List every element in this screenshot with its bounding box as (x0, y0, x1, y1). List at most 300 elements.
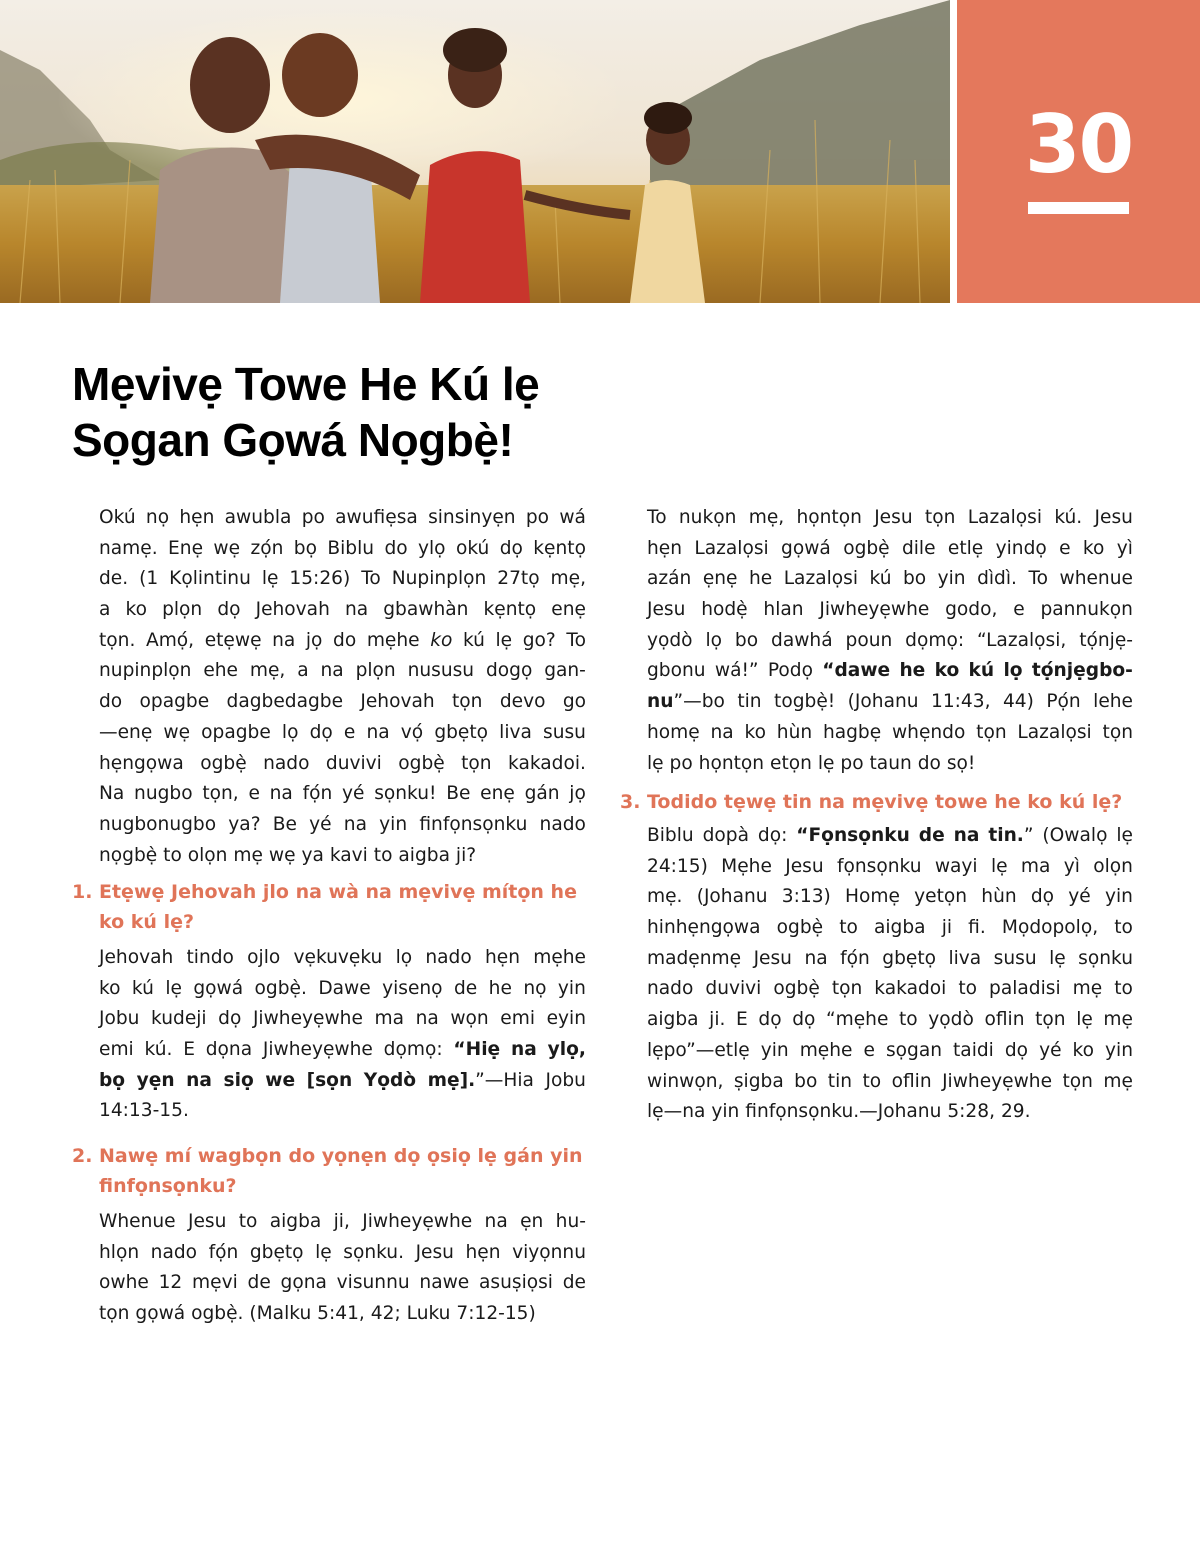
word: ylọ, (547, 1039, 586, 1061)
word: tin.” (988, 825, 1034, 846)
word: hlọn (99, 1241, 140, 1263)
word: yin (760, 1039, 789, 1061)
word: bo (734, 629, 759, 651)
word: na (344, 599, 369, 621)
word: dọ (792, 1009, 816, 1031)
word: Jehovah (255, 599, 330, 621)
word: a (297, 660, 309, 682)
word: mẹhe (533, 947, 586, 968)
title-line: Mẹvivẹ Towe He Kú lẹ (72, 358, 540, 410)
word: Jiwheyẹwhe (942, 1070, 1053, 1092)
word: dọ: (757, 825, 788, 846)
word: sọnku (1078, 947, 1133, 969)
text-line (647, 626, 1133, 657)
text-line (99, 687, 586, 718)
word: (Malku (249, 1303, 312, 1325)
word: nọ (523, 977, 547, 999)
word: go (562, 691, 586, 713)
word: mẹ].”—Hia (427, 1069, 534, 1091)
word: ma (1020, 855, 1051, 877)
word: nọgbẹ̀ (99, 844, 158, 866)
word: asuṣiọsi (479, 1272, 553, 1294)
word: wọn (450, 1008, 489, 1030)
word: lẹ (1116, 825, 1133, 846)
word: kú. (1054, 507, 1083, 528)
text-line (99, 1096, 586, 1127)
word: na (953, 825, 980, 846)
section-2-paragraph (99, 1207, 586, 1330)
word: kú (869, 568, 892, 590)
text-line (99, 779, 586, 810)
intro-paragraph (99, 503, 586, 871)
word: na (320, 660, 344, 682)
word: E (736, 1009, 748, 1031)
word: Jehovah (360, 691, 435, 713)
word: po (669, 752, 693, 774)
word: lehe (1093, 691, 1133, 713)
word: Whenue (99, 1211, 176, 1232)
word: Enẹ (168, 537, 204, 559)
word: oflin (891, 1070, 932, 1092)
word: togbẹ̀! (774, 691, 836, 713)
word: tọn. (99, 629, 136, 651)
word: dọ (218, 1008, 242, 1030)
word: he (899, 660, 926, 682)
text-line (647, 1097, 1133, 1128)
word: lẹ (315, 1241, 332, 1263)
word: ko (1082, 537, 1105, 559)
word: lẹ (647, 752, 664, 774)
word: wá!” (714, 660, 759, 682)
word: Dawe (318, 977, 371, 999)
word: lọ (395, 947, 413, 968)
word: ojlo (247, 947, 281, 968)
word: ogbẹ̀ (773, 978, 820, 1000)
word: ko (1072, 1039, 1095, 1061)
word: yin (937, 568, 966, 590)
text-line (99, 1238, 586, 1269)
section-1-paragraph (99, 943, 586, 1127)
word: Biblu (647, 825, 694, 846)
word: gán (524, 783, 560, 805)
word: na (343, 813, 367, 835)
text-line (99, 841, 586, 872)
word: olọn (1093, 855, 1133, 877)
word: na (272, 629, 296, 651)
word: do (99, 691, 123, 713)
chapter-number: 30 (1024, 98, 1133, 191)
word: Na (99, 783, 125, 805)
text-line (647, 687, 1133, 718)
word: lọ (705, 629, 723, 651)
word: mẹhe (366, 629, 420, 651)
word: 24:15) (647, 855, 708, 877)
word: kudeji (151, 1008, 207, 1030)
word: owhe (99, 1272, 149, 1294)
word: yé (309, 813, 332, 835)
word: dagbedagbe (226, 691, 344, 713)
word: gbawhàn (383, 599, 469, 621)
word: ko (744, 721, 766, 743)
question-line: Todido tẹwẹ tin na mẹvivẹ towe he ko kú lẹ? (647, 791, 1123, 813)
text-line (99, 503, 586, 534)
word: kú (131, 977, 154, 999)
word: etẹwẹ (204, 629, 262, 651)
word: zọ́n (250, 537, 284, 559)
word: sọgan (885, 1039, 942, 1061)
word: kakadoi (874, 978, 947, 1000)
word: plọn (355, 660, 396, 682)
text-line (647, 564, 1133, 595)
text-line (647, 913, 1133, 944)
word: tọ́njẹgbo- (1031, 660, 1133, 682)
word: de (453, 977, 478, 999)
word: hùn (776, 721, 813, 743)
word: po (840, 752, 864, 774)
word: kú (968, 660, 995, 682)
word: aigba (398, 844, 450, 866)
word: nado (647, 978, 694, 1000)
text-line (647, 534, 1133, 565)
word: finfọnsọnku.—Johanu (745, 1101, 942, 1123)
word: Jobu (545, 1069, 586, 1091)
word: nukọn (678, 507, 737, 528)
word: Jiwheyẹwhe (819, 599, 930, 621)
word: Homẹ (845, 886, 900, 908)
text-line (99, 564, 586, 595)
word: tọ́njẹ- (1079, 629, 1133, 651)
word: mẹ, (249, 660, 286, 682)
word: devo (499, 691, 546, 713)
word: ko (430, 629, 453, 651)
text-line (647, 882, 1133, 913)
word: dìdì. (977, 568, 1017, 590)
word: to (1114, 978, 1133, 1000)
word: ko (125, 599, 147, 621)
word: ji (941, 917, 953, 939)
word: godo, (945, 599, 998, 621)
text-line (647, 503, 1133, 534)
word: yisenọ (382, 977, 443, 999)
question-line: ko kú lẹ? (99, 911, 194, 933)
word: ogbẹ̀. (254, 977, 307, 999)
word: yọdò (928, 1009, 974, 1031)
word: Jiwheyẹwhe (252, 1008, 363, 1030)
text-line (99, 1268, 586, 1299)
word: mẹ (1103, 1009, 1133, 1031)
word: Jiwheyẹwhe (362, 1211, 473, 1232)
word: ogbẹ̀ (200, 752, 247, 774)
word: Jobu (99, 1008, 140, 1030)
word: 12 (158, 1272, 183, 1294)
word: hẹn (647, 537, 683, 559)
word: he (748, 568, 773, 590)
word: 11:43, (931, 691, 991, 713)
word: dọmọ: (905, 629, 965, 651)
word: lẹ (165, 977, 182, 999)
text-line (647, 974, 1133, 1005)
word: (1 (139, 568, 159, 590)
word: we (265, 1069, 296, 1091)
word: ogbẹ̀ (398, 752, 445, 774)
word: dile (901, 537, 936, 559)
word: bo (902, 568, 927, 590)
text-line (99, 1207, 586, 1238)
word: fọ́n (208, 1241, 239, 1263)
word: yin (557, 977, 586, 999)
word: tọn, (202, 783, 239, 805)
word: Yọdò (363, 1069, 417, 1091)
word: 44) (1002, 691, 1034, 713)
word: de (247, 1272, 271, 1294)
text-line (99, 1004, 586, 1035)
word: mẹvi (192, 1272, 238, 1294)
word: e (248, 783, 260, 805)
word: Jesu (874, 507, 913, 528)
word: lẹ (817, 752, 835, 774)
word: nususu (407, 660, 475, 682)
word: Podọ (767, 660, 813, 682)
word: bọ (99, 1069, 126, 1091)
word: gọwá (135, 1303, 186, 1325)
word: dọna (205, 1039, 253, 1061)
word: họntọn (698, 752, 765, 774)
word: azán (647, 568, 692, 590)
word: okú (455, 537, 490, 559)
word: ya? (228, 813, 261, 835)
text-line (99, 749, 586, 780)
word: liva (499, 721, 532, 743)
word: gọwá (193, 977, 244, 999)
word: na (269, 783, 293, 805)
word: kú (462, 629, 485, 651)
word: nado (539, 813, 586, 835)
word: na (186, 1069, 212, 1091)
word: Lazalọsi (1017, 721, 1092, 743)
word: 5:41, (317, 1303, 365, 1325)
word: hẹn (484, 947, 520, 968)
word: tọn (924, 507, 956, 528)
word: sọnku. (343, 1241, 405, 1263)
word: lẹpo”—etlẹ (647, 1039, 750, 1061)
word: fọnsọnku (836, 855, 922, 877)
word: Biblu (327, 537, 375, 559)
word: sọ! (946, 752, 976, 774)
word: tọn (1062, 1070, 1093, 1092)
word: ji? (455, 844, 477, 866)
word: ogbẹ̀ (776, 917, 824, 939)
word: yin (379, 813, 408, 835)
text-line (99, 1299, 586, 1330)
word: aigba (647, 1009, 699, 1031)
word: po (525, 507, 550, 528)
text-line (647, 749, 1133, 780)
word: sọnku! (374, 783, 437, 805)
word: winwọn, (647, 1070, 724, 1092)
question-number: 2. (72, 1145, 93, 1167)
word: tọn (1035, 1009, 1066, 1031)
word: olọn (187, 844, 228, 866)
word: 27tọ (497, 568, 540, 590)
word: “mẹhe (825, 1009, 889, 1031)
text-line (99, 656, 586, 687)
word: lẹ (1049, 947, 1066, 969)
question-line: Nawẹ mí wagbọn do yọnẹn dọ ọsiọ lẹ gán yin (99, 1145, 583, 1167)
word: nupinplọn (99, 660, 192, 682)
word: plọn (162, 599, 203, 621)
word: yé (1039, 1039, 1062, 1061)
text-line (99, 1035, 586, 1066)
word: 42; (370, 1303, 401, 1325)
word: na (804, 947, 828, 969)
word: to (958, 978, 978, 1000)
text-line (647, 1036, 1133, 1067)
text-line (99, 1066, 586, 1097)
word: hẹngọwa (99, 752, 184, 774)
word: duvivi (705, 978, 762, 1000)
text-line (99, 974, 586, 1005)
word: tọn (976, 721, 1007, 743)
word: Amọ́, (145, 629, 195, 651)
word: yì (1063, 855, 1080, 877)
word: dọ (1004, 1039, 1029, 1061)
word: to (373, 844, 393, 866)
word: yetọn (914, 886, 968, 908)
chapter-underline (1028, 202, 1129, 214)
word: Jehovah (99, 947, 174, 968)
word: do (333, 629, 357, 651)
word: bọ (293, 537, 317, 559)
word: yé (1068, 886, 1091, 908)
word: gọwá (781, 537, 831, 559)
word: dawhá (771, 629, 833, 651)
question-line: finfọnsọnku? (99, 1175, 237, 1197)
title-line: Sọgan Gọwá Nọgbẹ̀! (72, 414, 514, 466)
word: nugbonugbo (99, 813, 217, 835)
word: 5:28, (947, 1101, 995, 1123)
text-line (647, 944, 1133, 975)
word: do (917, 752, 941, 774)
word: wẹ (213, 537, 241, 559)
word: Jesu (1094, 507, 1133, 528)
word: “Hiẹ (453, 1039, 501, 1061)
word: “Lazalọsi, (977, 629, 1067, 651)
word: na (510, 1039, 537, 1061)
word: madẹnmẹ (647, 947, 742, 969)
word: na (366, 721, 390, 743)
word: tọn (831, 978, 863, 1000)
word: Luku (406, 1303, 451, 1325)
word: fọ́n (840, 947, 870, 969)
word: 3:13) (781, 886, 831, 908)
hero-photo (0, 0, 950, 303)
word: nugbo (134, 783, 193, 805)
word: To (1028, 568, 1049, 590)
text-line (99, 943, 586, 974)
word: To (566, 629, 586, 651)
word: Jesu (647, 599, 686, 621)
text-line (99, 810, 586, 841)
word: e (863, 1039, 875, 1061)
word: kẹntọ (483, 599, 537, 621)
word: ṣigba (733, 1070, 784, 1092)
word: hinhẹngọwa (647, 917, 761, 939)
word: nu”—bo (647, 691, 725, 713)
word: Lazalọsi (967, 507, 1042, 528)
word: ogbẹ̀. (191, 1303, 244, 1325)
word: Jesu (785, 855, 824, 877)
word: yé (342, 783, 365, 805)
word: jọ (305, 629, 323, 651)
word: 29. (1000, 1101, 1031, 1123)
word: de (918, 825, 945, 846)
page-title (72, 356, 612, 468)
word: dogọ (485, 660, 533, 682)
word: vẹkuvẹku (293, 947, 383, 968)
word: hùn (981, 886, 1017, 908)
word: yẹn (136, 1069, 175, 1091)
word: hlan (763, 599, 804, 621)
word: hagbẹ (822, 721, 882, 743)
word: eyin (546, 1008, 586, 1030)
word: liva (948, 947, 982, 969)
word: lọ (281, 721, 299, 743)
word: 14:13-15. (99, 1100, 189, 1122)
word: mẹ, (748, 507, 785, 528)
word: emi (99, 1039, 134, 1061)
word: emi (500, 1008, 536, 1030)
word: dọ (217, 599, 241, 621)
word: to (839, 917, 858, 939)
word: lẹ (1076, 1009, 1093, 1031)
word: to (238, 1211, 258, 1232)
word: etlẹ (947, 537, 984, 559)
word: kẹntọ (533, 537, 586, 559)
word: mẹ (233, 844, 263, 866)
word: opagbe (201, 721, 271, 743)
word: lẹ (495, 629, 513, 651)
word: taidi (953, 1039, 994, 1061)
word: kakadoi. (508, 752, 586, 774)
word: gbẹtọ (434, 721, 489, 743)
question-line: Etẹwẹ Jehovah jlo na wà na mẹvivẹ mítọn he (99, 881, 577, 903)
word: 7:12-15) (456, 1303, 536, 1325)
text-line (647, 821, 1133, 852)
word: lẹ—na (647, 1101, 706, 1123)
word: Nupinplọn (391, 568, 487, 590)
word: oflin (984, 1009, 1025, 1031)
text-line (647, 595, 1133, 626)
word: gbẹtọ (249, 1241, 304, 1263)
word: Okú (99, 507, 136, 528)
word: yì (1116, 537, 1133, 559)
word: na (415, 1008, 439, 1030)
section-3-paragraph (647, 821, 1133, 1128)
word: mẹ. (647, 886, 683, 908)
word: (Owalọ (1042, 825, 1108, 846)
word: pannukọn (1040, 599, 1133, 621)
word: finfọnsọnku (419, 813, 528, 835)
word: dọmọ: (383, 1039, 443, 1061)
word: yin (1104, 886, 1133, 908)
word: ylọ (418, 537, 446, 559)
text-line (99, 626, 586, 657)
word: ko (99, 977, 121, 999)
word: he (488, 977, 512, 999)
word: dọ (1030, 886, 1055, 908)
word: e (1059, 537, 1071, 559)
text-line (647, 852, 1133, 883)
